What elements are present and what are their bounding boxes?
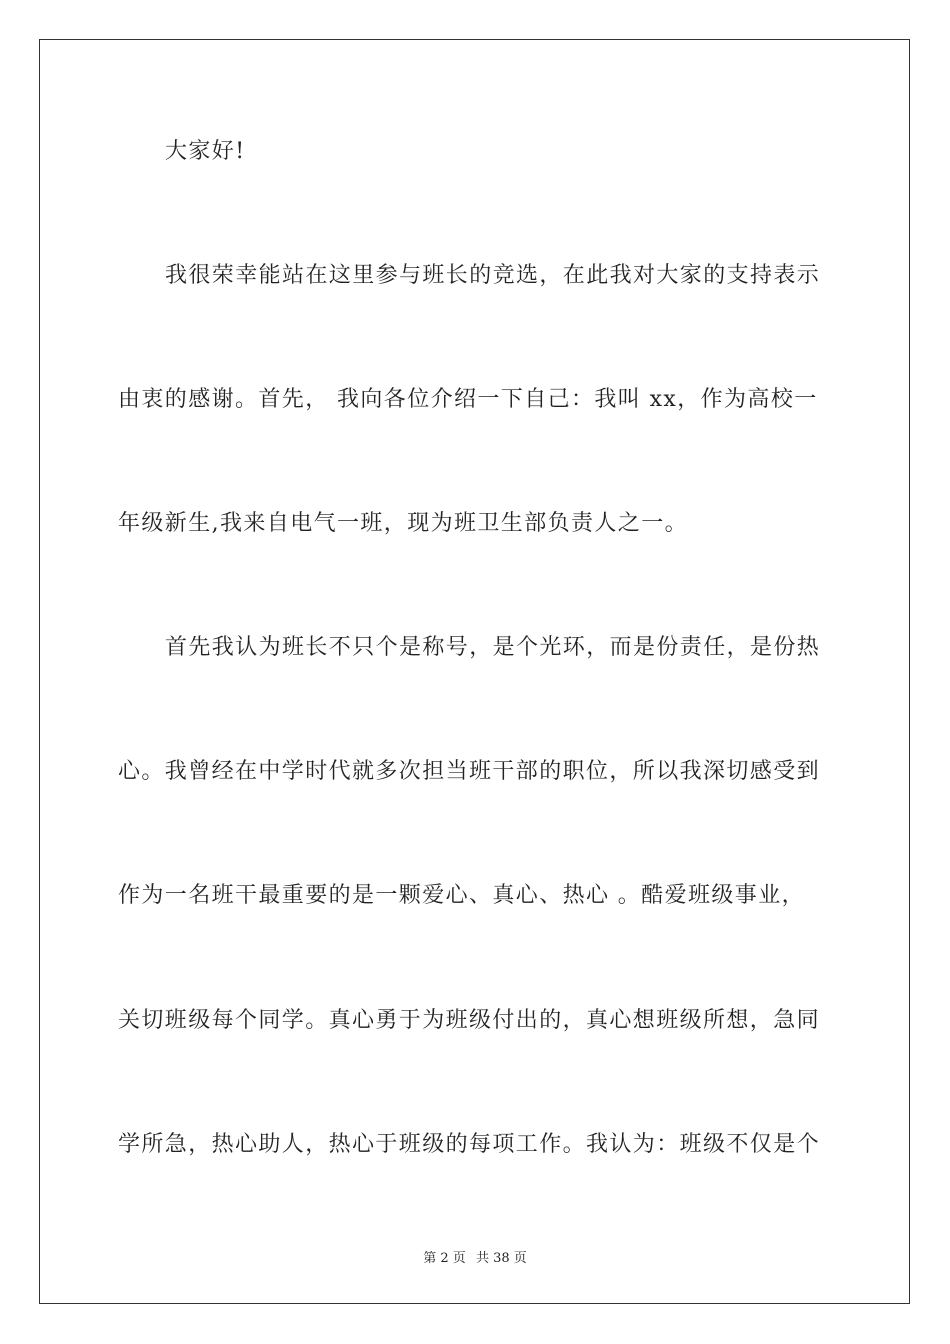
greeting-line: 大家好! <box>165 139 246 164</box>
text-line-4: 首先我认为班长不只个是称号，是个光环，而是份责任，是份热 <box>165 635 821 660</box>
text-line-2: 由衷的感谢。首先， 我向各位介绍一下自己：我叫 xx，作为高校一 <box>118 387 818 412</box>
text-line-6: 作为一名班干最重要的是一颗爱心、真心、热心 。酷爱班级事业， <box>118 883 805 908</box>
text-line-8: 学所急，热心助人，热心于班级的每项工作。我认为：班级不仅是个 <box>118 1132 821 1157</box>
text-line-3: 年级新生,我来自电气一班，现为班卫生部负责人之一。 <box>118 511 688 536</box>
page-number: 第 2 页 <box>423 1251 466 1266</box>
text-line-5: 心。我曾经在中学时代就多次担当班干部的职位，所以我深切感受到 <box>118 759 821 784</box>
text-line-7: 关切班级每个同学。真心勇于为班级付出的，真心想班级所想，急同 <box>118 1008 821 1033</box>
page-total: 共 38 页 <box>475 1251 527 1266</box>
page-footer <box>0 1247 950 1266</box>
text-line-1: 我很荣幸能站在这里参与班长的竞选，在此我对大家的支持表示 <box>165 263 821 288</box>
page-border <box>39 39 910 1304</box>
